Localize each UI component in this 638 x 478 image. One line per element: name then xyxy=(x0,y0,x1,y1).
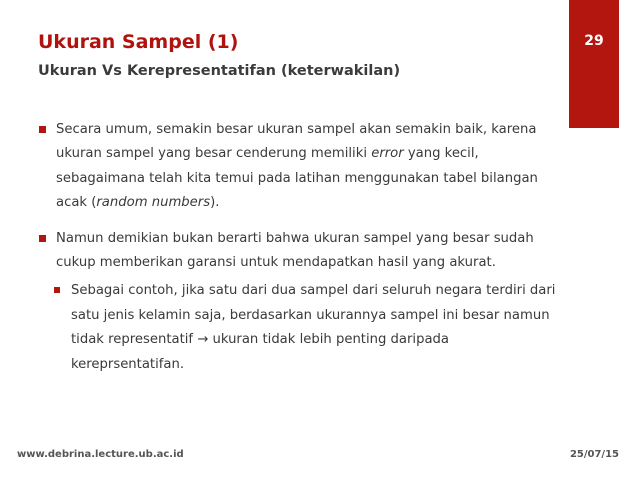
slide-title: Ukuran Sampel (1) xyxy=(38,31,239,53)
bullet-italic-term: error xyxy=(371,146,404,162)
square-bullet-icon xyxy=(39,126,46,133)
page-number: 29 xyxy=(584,33,604,49)
page-number-box xyxy=(569,0,619,128)
slide-subtitle: Ukuran Vs Kerepresentatifan (keterwakilan) xyxy=(38,63,401,79)
bullet-text: ). xyxy=(210,195,220,211)
bullet-text: Secara umum, semakin besar ukuran sampel akan semakin baik, karena ukuran sampel yang besar cenderung memiliki xyxy=(56,122,537,162)
bullet-item xyxy=(38,227,558,276)
square-bullet-icon xyxy=(54,287,60,293)
bullet-italic-term: random numbers xyxy=(96,195,211,211)
sub-bullet-text: Sebagai contoh, jika satu dari dua sampel dari seluruh negara terdiri dari satu jenis kelamin saja, berdasarkan ukurannya sampel ini besar namun tidak representatif → ukuran tidak lebih penting daripada kereprsentatifan. xyxy=(71,283,556,372)
footer-url: www.debrina.lecture.ub.ac.id xyxy=(17,449,184,460)
bullet-text: yang kecil, sebagaimana telah kita temui pada latihan menggunakan tabel bilangan acak ( xyxy=(56,146,538,211)
bullet-item xyxy=(38,118,558,216)
slide-content xyxy=(38,118,558,377)
footer-date: 25/07/15 xyxy=(569,449,619,460)
bullet-text: Namun demikian bukan berarti bahwa ukuran sampel yang besar sudah cukup memberikan garansi untuk mendapatkan hasil yang akurat. xyxy=(56,230,534,271)
sub-bullet-item xyxy=(53,279,558,377)
square-bullet-icon xyxy=(39,235,46,242)
